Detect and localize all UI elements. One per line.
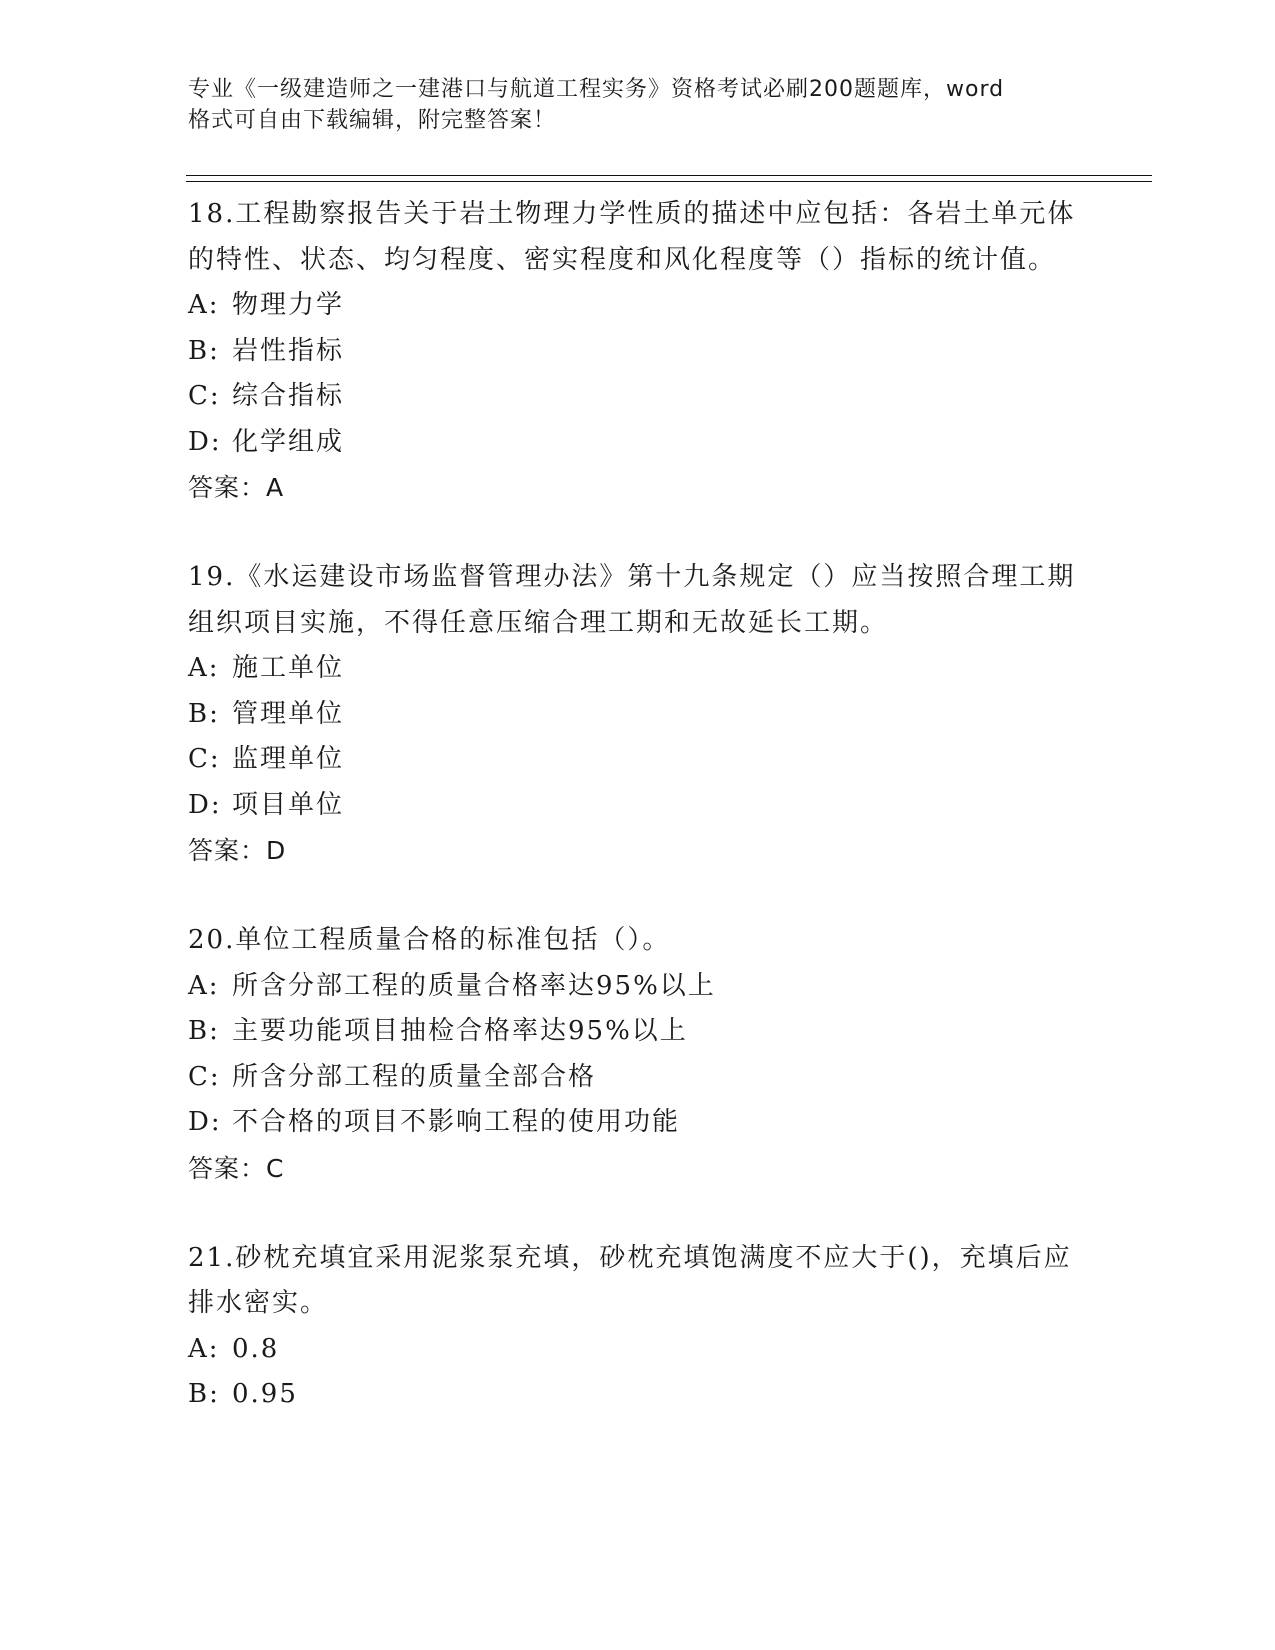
option-text: 综合指标: [232, 381, 345, 411]
question-19: [188, 555, 1088, 874]
question-list: [188, 192, 1088, 1418]
option-a: [188, 646, 1088, 692]
option-text: 所含分部工程的质量合格率达95%以上: [232, 970, 716, 1001]
option-text: 物理力学: [232, 290, 345, 320]
option-key: A:: [188, 1333, 220, 1364]
question-21: [188, 1236, 1088, 1418]
option-a: [188, 1327, 1088, 1373]
option-b: [188, 1372, 1088, 1418]
header-line-1: 专业《一级建造师之一建港口与航道工程实务》资格考试必刷200题题库，word: [188, 77, 1005, 102]
option-text: 项目单位: [232, 789, 345, 820]
option-text: 主要功能项目抽检合格率达95%以上: [232, 1016, 688, 1046]
question-18: [188, 192, 1088, 511]
question-stem: 18.工程勘察报告关于岩土物理力学性质的描述中应包括：各岩土单元体的特性、状态、均匀程度、密实程度和风化程度等（）指标的统计值。: [188, 199, 1076, 275]
question-stem: 20.单位工程质量合格的标准包括（）。: [188, 925, 671, 955]
option-c: [188, 737, 1088, 783]
option-key: C:: [188, 1061, 221, 1092]
option-text: 0.95: [232, 1379, 298, 1409]
question-20: [188, 918, 1088, 1192]
option-key: A:: [188, 290, 220, 320]
option-c: [188, 374, 1088, 420]
header-line-2: 格式可自由下载编辑，附完整答案！: [188, 108, 557, 133]
option-key: A:: [188, 970, 220, 1001]
option-key: A:: [188, 653, 220, 683]
answer-line: 答案：A: [188, 473, 285, 502]
option-d: [188, 420, 1088, 466]
option-a: [188, 964, 1088, 1010]
answer-line: 答案：C: [188, 1153, 285, 1183]
option-c: [188, 1055, 1088, 1101]
answer-line: 答案：D: [188, 836, 287, 865]
option-a: [188, 283, 1088, 329]
question-stem: 19.《水运建设市场监督管理办法》第十九条规定（）应当按照合理工期组织项目实施，不得任意压缩合理工期和无故延长工期。: [188, 562, 1076, 638]
option-text: 管理单位: [232, 698, 345, 729]
option-text: 所含分部工程的质量全部合格: [232, 1061, 597, 1092]
option-d: [188, 1100, 1088, 1146]
header-divider-bottom: [186, 181, 1152, 182]
option-text: 施工单位: [232, 653, 345, 683]
option-key: B:: [188, 335, 220, 366]
option-b: [188, 692, 1088, 738]
option-key: B:: [188, 1016, 220, 1046]
option-text: 不合格的项目不影响工程的使用功能: [232, 1107, 681, 1137]
option-text: 化学组成: [232, 426, 345, 457]
document-header: [188, 74, 1068, 136]
option-b: [188, 1009, 1088, 1055]
option-key: B:: [188, 1379, 220, 1409]
option-key: B:: [188, 698, 220, 729]
header-divider-top: [186, 175, 1152, 176]
option-key: D:: [188, 426, 222, 457]
question-stem: 21.砂枕充填宜采用泥浆泵充填，砂枕充填饱满度不应大于()，充填后应排水密实。: [188, 1242, 1072, 1318]
option-d: [188, 783, 1088, 829]
option-key: D:: [188, 789, 222, 820]
option-text: 0.8: [232, 1333, 280, 1364]
option-key: D:: [188, 1107, 222, 1137]
option-key: C:: [188, 381, 221, 411]
option-text: 监理单位: [232, 744, 345, 774]
option-text: 岩性指标: [232, 335, 345, 366]
option-key: C:: [188, 744, 221, 774]
option-b: [188, 329, 1088, 375]
